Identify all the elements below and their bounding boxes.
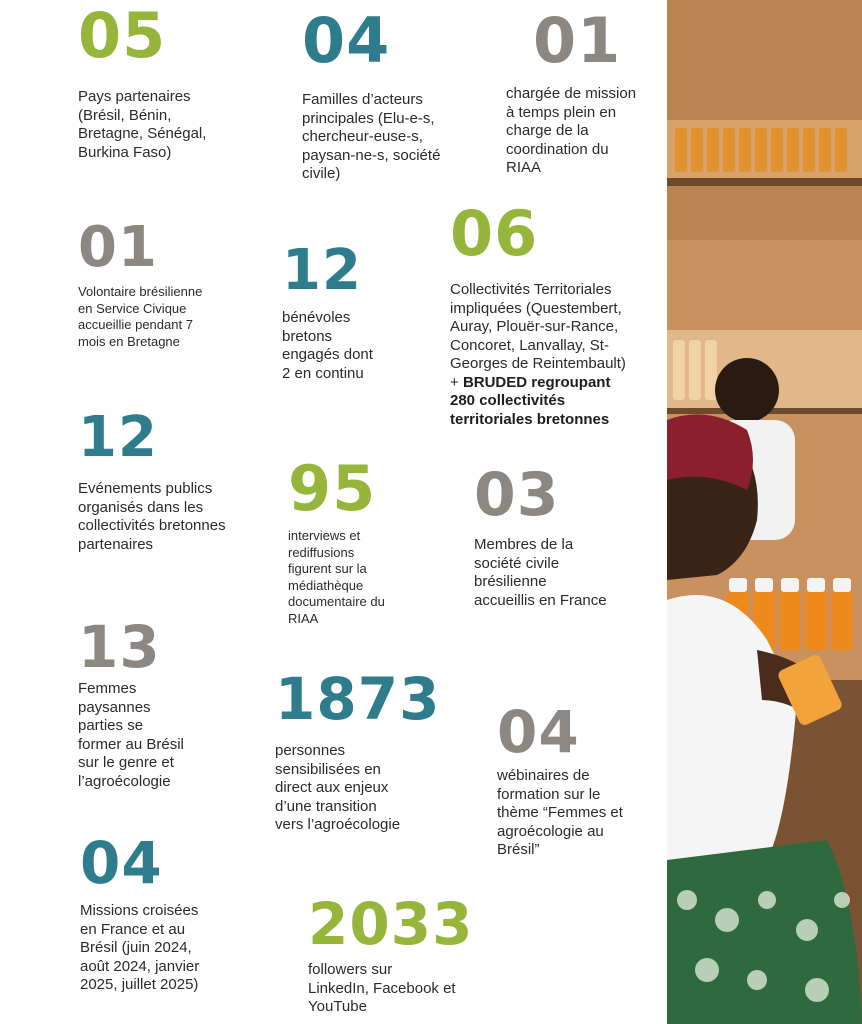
stat-number: 95: [288, 452, 377, 525]
stat-label: [450, 281, 626, 429]
stat-label: followers sur LinkedIn, Facebook et YouTube: [308, 961, 456, 1015]
photo-illustration: [667, 0, 862, 1024]
stat-civil-society-members: [474, 460, 607, 610]
stat-interviews: [288, 452, 385, 627]
stat-number: 04: [80, 829, 163, 897]
stat-label: personnes sensibilisées en direct aux enjeux d’une transition vers l’agroécologie: [275, 742, 401, 833]
stat-number: 04: [302, 4, 391, 77]
stat-number: 05: [78, 0, 167, 72]
stat-label: Missions croisées en France et au Brésil (juin 2024, août 2024, janvier 2025, juillet 2025): [80, 902, 200, 993]
stat-label: Pays partenaires (Brésil, Bénin, Bretagne, Sénégal, Burkina Faso): [78, 88, 207, 161]
stat-volunteer: [78, 215, 203, 350]
stat-number: 03: [474, 460, 560, 530]
stat-label: Familles d’acteurs principales (Elu-e-s, chercheur-euse-s, paysan-ne-s, société civile): [302, 91, 441, 182]
stat-label: Membres de la société civile brésilienne accueillis en France: [474, 536, 607, 609]
stat-label: Femmes paysannes parties se former au Brésil sur le genre et l’agroécologie: [78, 680, 184, 790]
stat-label: wébinaires de formation sur le thème “Femmes et agroécologie au Brésil”: [497, 767, 623, 858]
stat-label-bold: BRUDED regroupant 280 collectivités territoriales bretonnes: [450, 373, 611, 428]
stat-label-text: Collectivités Territoriales impliquées (Questembert, Auray, Plouër-sur-Rance, Concoret, Lanvallay, St- Georges de Reintembault) +: [450, 281, 626, 391]
stat-number: 2033: [308, 890, 474, 958]
stat-label: Volontaire brésilienne en Service Civique accueillie pendant 7 mois en Bretagne: [78, 284, 203, 349]
stat-number: 01: [533, 4, 622, 77]
stat-number: 13: [78, 613, 161, 681]
stat-label: bénévoles bretons engagés dont 2 en continu: [282, 309, 373, 382]
stat-cross-missions: [80, 829, 200, 995]
stat-volunteers-breton: [282, 238, 373, 383]
stat-number: 06: [450, 197, 539, 270]
stat-number: 01: [78, 215, 158, 280]
stat-webinars: [497, 698, 623, 860]
stat-mission-officer: [533, 4, 622, 77]
stat-label: chargée de mission à temps plein en charge de la coordination du RIAA: [506, 85, 637, 176]
photo-women-juice-production: [667, 0, 862, 1024]
stat-followers: [308, 890, 474, 1017]
stat-women-farmers: [78, 613, 184, 791]
stat-number: 12: [282, 238, 362, 303]
stat-number: 12: [78, 405, 158, 470]
stat-number: 1873: [275, 665, 441, 733]
stat-actor-families: [302, 4, 441, 184]
stat-number: 04: [497, 698, 580, 766]
stat-partner-countries: [78, 0, 207, 162]
stat-public-events: [78, 405, 226, 554]
stat-local-authorities: [450, 197, 626, 429]
stat-label: interviews et rediffusions figurent sur la médiathèque documentaire du RIAA: [288, 528, 385, 626]
stat-people-sensitized: [275, 665, 441, 835]
stat-label: Evénements publics organisés dans les collectivités bretonnes partenaires: [78, 480, 226, 553]
